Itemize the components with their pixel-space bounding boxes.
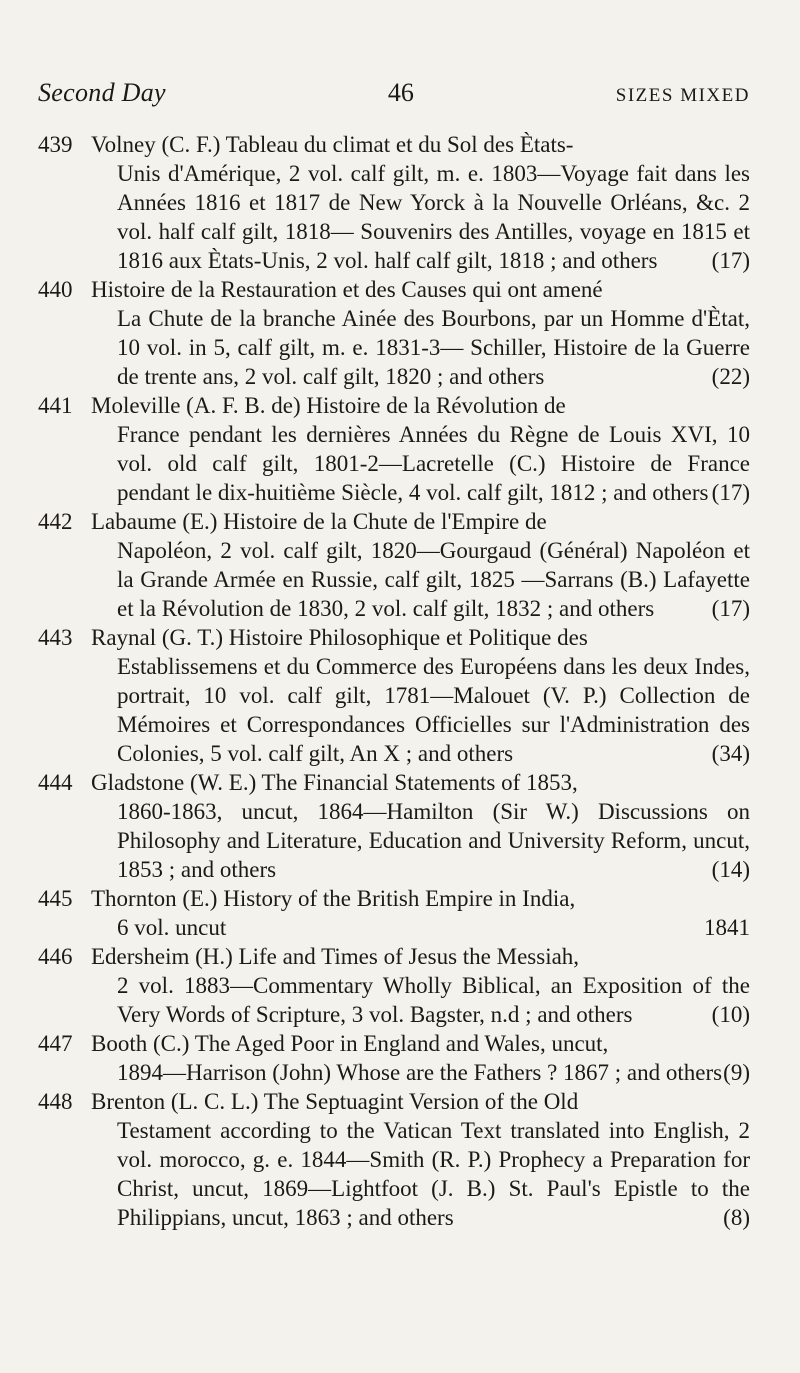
lot-first-line: Histoire de la Restauration et des Causes qui ont amené <box>91 277 603 302</box>
lot-first-line: Raynal (G. T.) Histoire Philosophique et Politique des <box>91 625 588 650</box>
lot-number: 441 <box>38 393 73 418</box>
lot-first-line: Volney (C. F.) Tableau du climat et du Sol des Ètats- <box>91 132 574 157</box>
lot-count: (8) <box>723 1205 750 1230</box>
lot-description: Testament according to the Vatican Text translated into English, 2 vol. morocco, g. e. 1844—Smith (R. P.) Prophecy a Preparation for Christ, uncut, 1869—Lightfoot (J. B.) St. Paul's Epistle to the Philippians, uncut, 1863 ; and others <box>117 1118 750 1230</box>
lot-number: 440 <box>38 277 73 302</box>
lot-number: 446 <box>38 944 73 969</box>
lot-first-line: Labaume (E.) Histoire de la Chute de l'Empire de <box>91 509 547 534</box>
page-number: 46 <box>387 78 414 107</box>
lot-number: 445 <box>38 886 73 911</box>
lot-entry <box>38 768 750 884</box>
lot-count: (17) <box>711 596 750 621</box>
lot-number: 444 <box>38 770 73 795</box>
lot-entry <box>38 275 750 391</box>
lot-first-line: Gladstone (W. E.) The Financial Statements of 1853, <box>91 770 578 795</box>
lot-number: 448 <box>38 1089 73 1114</box>
page-header <box>38 78 750 108</box>
section-title: Second Day <box>38 78 166 107</box>
lot-entry <box>38 623 750 768</box>
lot-entry <box>38 130 750 275</box>
lot-description: Establissemens et du Commerce des Européens dans les deux Indes, portrait, 10 vol. calf gilt, 1781—Malouet (V. P.) Collection de Mémoires et Correspondances Officielles sur l'Administration des Colonies, 5 vol. calf gilt, An X ; and others <box>117 654 750 766</box>
lot-count: (10) <box>711 1002 750 1027</box>
lot-entry <box>38 391 750 507</box>
lot-count: (22) <box>711 364 750 389</box>
lot-first-line: Edersheim (H.) Life and Times of Jesus the Messiah, <box>91 944 580 969</box>
lot-first-line: Booth (C.) The Aged Poor in England and Wales, uncut, <box>91 1031 609 1056</box>
lot-description: 6 vol. uncut <box>117 915 227 940</box>
lot-description: Unis d'Amérique, 2 vol. calf gilt, m. e. 1803—Voyage fait dans les Années 1816 et 1817 de New Yorck à la Nouvelle Orléans, &c. 2 vol. half calf gilt, 1818— Souvenirs des Antilles, voyage en 1815 et 1816 aux Ètats-Unis, 2 vol. half calf gilt, 1818 ; and others <box>117 161 750 273</box>
lot-count: (9) <box>723 1060 750 1085</box>
lot-first-line: Brenton (L. C. L.) The Septuagint Version of the Old <box>91 1089 579 1114</box>
lot-description: 1894—Harrison (John) Whose are the Fathers ? 1867 ; and others <box>117 1060 723 1085</box>
lot-count: (17) <box>711 248 750 273</box>
lot-entry <box>38 1029 750 1087</box>
lot-count: 1841 <box>704 915 750 940</box>
lot-number: 439 <box>38 132 73 157</box>
lot-first-line: Thornton (E.) History of the British Empire in India, <box>91 886 576 911</box>
lot-number: 443 <box>38 625 73 650</box>
section-subtitle: SIZES MIXED <box>615 85 750 106</box>
lot-description: Napoléon, 2 vol. calf gilt, 1820—Gourgaud (Général) Napoléon et la Grande Armée en Russie, calf gilt, 1825 —Sarrans (B.) Lafayette et la Révolution de 1830, 2 vol. calf gilt, 1832 ; and others <box>117 538 750 621</box>
lot-first-line: Moleville (A. F. B. de) Histoire de la Révolution de <box>91 393 566 418</box>
lot-list <box>38 130 750 1232</box>
lot-number: 447 <box>38 1031 73 1056</box>
lot-entry <box>38 942 750 1029</box>
lot-entry <box>38 884 750 942</box>
lot-entry <box>38 1087 750 1232</box>
lot-entry <box>38 507 750 623</box>
lot-number: 442 <box>38 509 73 534</box>
lot-count: (34) <box>711 741 750 766</box>
lot-count: (17) <box>711 480 750 505</box>
lot-count: (14) <box>711 857 750 882</box>
lot-description: 2 vol. 1883—Commentary Wholly Biblical, an Exposition of the Very Words of Scripture, 3 vol. Bagster, n.d ; and others <box>117 973 750 1027</box>
lot-description: La Chute de la branche Ainée des Bourbons, par un Homme d'Ètat, 10 vol. in 5, calf gilt, m. e. 1831-3— Schiller, Histoire de la Guerre de trente ans, 2 vol. calf gilt, 1820 ; and others <box>117 306 750 389</box>
lot-description: France pendant les dernières Années du Règne de Louis XVI, 10 vol. old calf gilt, 1801-2—Lacretelle (C.) Histoire de France pendant le dix-huitième Siècle, 4 vol. calf gilt, 1812 ; and others <box>117 422 750 505</box>
lot-description: 1860-1863, uncut, 1864—Hamilton (Sir W.) Discussions on Philosophy and Literature, Education and University Reform, uncut, 1853 ; and others <box>117 799 750 882</box>
